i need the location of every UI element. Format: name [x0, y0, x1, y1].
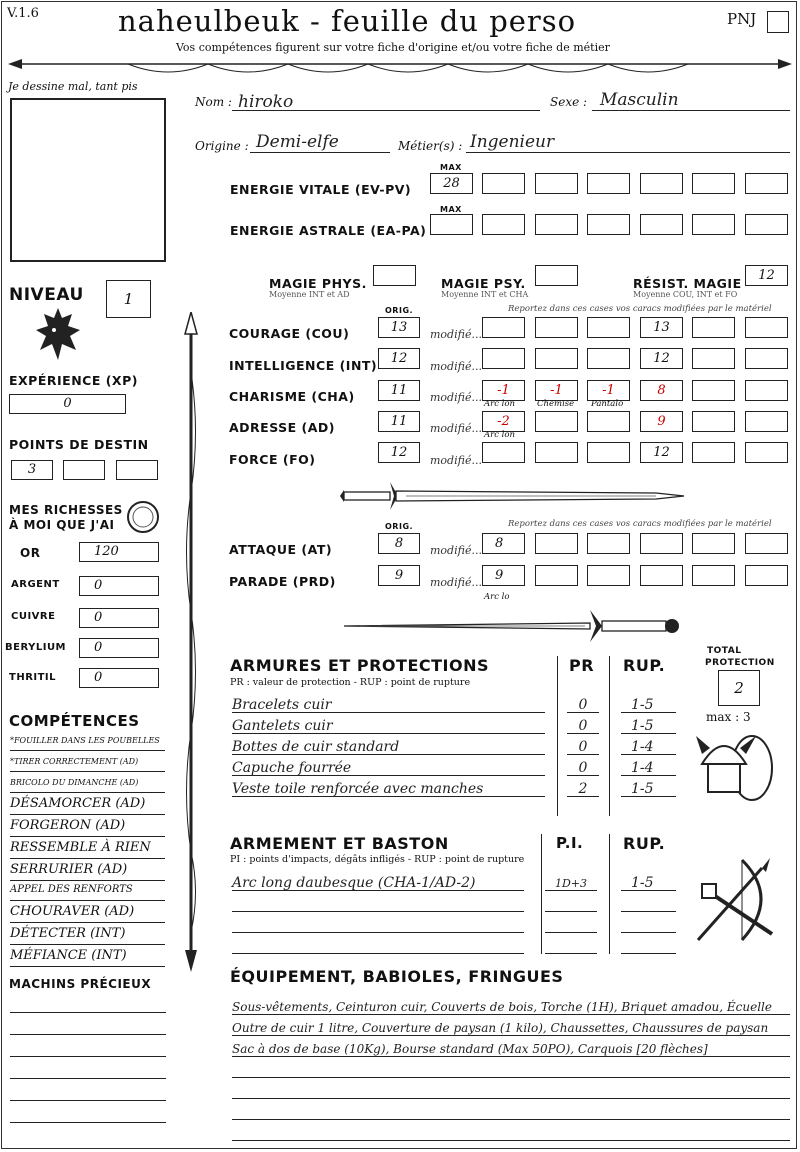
argent-label: ARGENT — [11, 579, 60, 590]
stat-label: CHARISME (CHA) — [229, 389, 355, 404]
resist-magie-note: Moyenne COU, INT et FO — [633, 290, 738, 299]
sheet-title: naheulbeuk - feuille du perso — [118, 4, 577, 38]
modif-label: modifié... — [430, 391, 482, 404]
weapon-name[interactable] — [232, 914, 524, 933]
armor-pr[interactable]: 0 — [567, 694, 599, 713]
weapon-pi[interactable] — [545, 935, 597, 954]
combat-note: Arc lo — [484, 592, 510, 602]
combat-cell[interactable] — [692, 533, 735, 554]
weapon-pi[interactable]: 1D+3 — [545, 872, 597, 891]
thritil-box[interactable]: 0 — [79, 668, 159, 688]
resist-magie-box[interactable]: 12 — [745, 265, 788, 286]
arrow-divider-icon — [8, 54, 792, 80]
stat-cell[interactable] — [745, 442, 788, 463]
total-protection-label-2: PROTECTION — [705, 658, 775, 668]
equipement-label: ÉQUIPEMENT, BABIOLES, FRINGUES — [230, 967, 564, 986]
magie-phys-box[interactable] — [373, 265, 416, 286]
sword-icon — [336, 478, 686, 514]
armor-pr[interactable]: 0 — [567, 736, 599, 755]
stat-cell[interactable] — [692, 317, 735, 338]
combat-cell[interactable] — [640, 565, 683, 586]
weapon-col-divider — [541, 834, 542, 954]
or-box[interactable]: 120 — [79, 542, 159, 562]
ev-box[interactable] — [692, 173, 735, 194]
ev-box[interactable] — [587, 173, 630, 194]
ea-box[interactable] — [535, 214, 578, 235]
berylium-label: BERYLIUM — [5, 642, 67, 653]
ea-label: ENERGIE ASTRALE (EA-PA) — [230, 223, 427, 238]
sheet-subtitle: Vos compétences figurent sur votre fiche d'origine et/ou votre fiche de métier — [176, 41, 610, 54]
weapon-rup[interactable]: 1-5 — [621, 872, 676, 891]
stat-label: INTELLIGENCE (INT) — [229, 358, 378, 373]
weapon-col-divider — [609, 834, 610, 954]
spear-icon — [180, 312, 202, 972]
skill-item: MÉFIANCE (INT) — [10, 948, 165, 967]
combat-cell[interactable] — [535, 565, 578, 586]
stat-cell[interactable] — [745, 317, 788, 338]
cuivre-box[interactable]: 0 — [79, 608, 159, 628]
weapons-icon — [692, 854, 784, 946]
weapon-note: PI : points d'impacts, dégâts infligés - RUP : point de rupture — [230, 854, 525, 865]
dragon-icon — [32, 304, 84, 364]
combat-cell[interactable] — [640, 533, 683, 554]
metier-label: Métier(s) : — [398, 139, 463, 153]
ea-box[interactable] — [587, 214, 630, 235]
stat-note: Pantalo — [591, 399, 624, 409]
combat-report-note: Reportez dans ces cases vos caracs modifiées par le matériel — [508, 519, 772, 529]
stat-cell[interactable] — [587, 442, 630, 463]
ea-box[interactable] — [692, 214, 735, 235]
ea-max-label: MAX — [440, 205, 462, 214]
armor-col-divider — [609, 656, 610, 816]
modif-label: modifié... — [430, 422, 482, 435]
skill-item: DÉTECTER (INT) — [10, 926, 165, 945]
stat-cell[interactable]: -1 — [587, 380, 630, 401]
armor-rup[interactable]: 1-5 — [621, 694, 676, 713]
stat-note: Arc lon — [484, 399, 515, 409]
armor-rup[interactable]: 1-4 — [621, 736, 676, 755]
weapon-rup[interactable] — [621, 893, 676, 912]
stat-orig-box[interactable]: 12 — [378, 442, 420, 463]
weapon-rup[interactable] — [621, 914, 676, 933]
equipment-line[interactable]: Outre de cuir 1 litre, Couverture de paysan (1 kilo), Chaussettes, Chaussures de paysan — [232, 1017, 790, 1036]
ea-box[interactable] — [745, 214, 788, 235]
combat-label: PARADE (PRD) — [229, 574, 336, 589]
precious-line[interactable] — [10, 1100, 166, 1101]
stat-cell[interactable] — [535, 411, 578, 432]
weapon-pi[interactable] — [545, 893, 597, 912]
modif-label: modifié... — [430, 360, 482, 373]
skill-item: RESSEMBLE À RIEN — [10, 840, 165, 859]
precious-line[interactable] — [10, 1078, 166, 1079]
skill-item: DÉSAMORCER (AD) — [10, 796, 165, 815]
stat-cell[interactable]: -1 — [535, 380, 578, 401]
modif-label: modifié... — [430, 328, 482, 341]
stat-label: COURAGE (COU) — [229, 326, 350, 341]
stat-cell[interactable] — [692, 442, 735, 463]
sword-icon — [340, 606, 682, 646]
ev-box[interactable] — [640, 173, 683, 194]
experience-box[interactable]: 0 — [9, 394, 126, 414]
armement-label: ARMEMENT ET BASTON — [230, 834, 449, 853]
argent-box[interactable]: 0 — [79, 576, 159, 596]
skill-item: FORGERON (AD) — [10, 818, 165, 837]
richesses-label-1: MES RICHESSES — [9, 503, 123, 517]
origine-field[interactable]: Demi-elfe — [250, 132, 390, 153]
stat-cell[interactable] — [535, 348, 578, 369]
armor-pr[interactable]: 0 — [567, 715, 599, 734]
or-label: OR — [20, 546, 41, 560]
richesses-label-2: À MOI QUE J'AI — [9, 518, 115, 532]
magie-psy-box[interactable] — [535, 265, 578, 286]
combat-label: ATTAQUE (AT) — [229, 542, 333, 557]
portrait-caption: Je dessine mal, tant pis — [8, 80, 138, 93]
armures-label: ARMURES ET PROTECTIONS — [230, 656, 489, 675]
skill-item: CHOURAVER (AD) — [10, 904, 165, 923]
weapon-name[interactable]: Arc long daubesque (CHA-1/AD-2) — [232, 872, 524, 891]
stats-report-note: Reportez dans ces cases vos caracs modifiées par le matériel — [508, 304, 772, 314]
stat-cell[interactable]: -2 — [482, 411, 525, 432]
combat-cell[interactable] — [535, 533, 578, 554]
total-protection-label-1: TOTAL — [707, 646, 742, 656]
resist-magie-label: RÉSIST. MAGIE — [633, 276, 742, 291]
magie-psy-note: Moyenne INT et CHA — [441, 290, 529, 299]
armor-name[interactable]: Gantelets cuir — [232, 715, 545, 734]
stat-orig-box[interactable]: 12 — [378, 348, 420, 369]
pnj-label: PNJ — [727, 10, 757, 28]
armor-rup[interactable]: 1-5 — [621, 715, 676, 734]
machins-precieux-label: MACHINS PRÉCIEUX — [9, 977, 152, 991]
precious-line[interactable] — [10, 1122, 166, 1123]
combat-cell[interactable] — [745, 565, 788, 586]
berylium-box[interactable]: 0 — [79, 638, 159, 658]
stat-cell[interactable]: 12 — [640, 442, 683, 463]
stat-orig-box[interactable]: 11 — [378, 411, 420, 432]
combat-cell[interactable]: 9 — [482, 565, 525, 586]
precious-line[interactable] — [10, 1034, 166, 1035]
weapon-name[interactable] — [232, 893, 524, 912]
combat-cell[interactable] — [745, 533, 788, 554]
stat-cell[interactable] — [745, 380, 788, 401]
equipment-line[interactable]: Sous-vêtements, Ceinturon cuir, Couverts de bois, Torche (1H), Briquet amadou, Écuelle — [232, 996, 790, 1015]
niveau-box[interactable]: 1 — [106, 280, 151, 318]
experience-label: EXPÉRIENCE (XP) — [9, 373, 138, 388]
skill-item: BRICOLO DU DIMANCHE (AD) — [10, 778, 165, 793]
max-protection-text: max : 3 — [706, 710, 751, 724]
modif-label: modifié... — [430, 544, 482, 557]
equipment-line[interactable] — [232, 1101, 790, 1120]
stat-cell[interactable] — [587, 348, 630, 369]
weapon-name[interactable] — [232, 935, 524, 954]
weapon-rup-label: RUP. — [623, 834, 666, 853]
weapon-rup[interactable] — [621, 935, 676, 954]
stats-orig-label: ORIG. — [385, 306, 414, 315]
stat-cell[interactable] — [535, 442, 578, 463]
weapon-pi-label: P.I. — [556, 834, 584, 852]
armor-note: PR : valeur de protection - RUP : point de rupture — [230, 677, 471, 688]
precious-line[interactable] — [10, 1056, 166, 1057]
armor-rup[interactable]: 1-4 — [621, 757, 676, 776]
stat-cell[interactable] — [482, 317, 525, 338]
stat-cell[interactable]: -1 — [482, 380, 525, 401]
skill-item: *FOUILLER DANS LES POUBELLES — [10, 736, 165, 751]
total-protection-box[interactable]: 2 — [718, 670, 760, 706]
stat-cell[interactable] — [482, 442, 525, 463]
magie-psy-label: MAGIE PSY. — [441, 276, 526, 291]
combat-cell[interactable] — [587, 565, 630, 586]
ev-box[interactable] — [745, 173, 788, 194]
armor-name[interactable]: Bracelets cuir — [232, 694, 545, 713]
equipment-line[interactable]: Sac à dos de base (10Kg), Bourse standard (Max 50PO), Carquois [20 flèches] — [232, 1038, 790, 1057]
ev-label: ENERGIE VITALE (EV-PV) — [230, 182, 412, 197]
stat-cell[interactable] — [587, 317, 630, 338]
combat-cell[interactable] — [692, 565, 735, 586]
portrait-box[interactable] — [10, 98, 166, 262]
nom-field[interactable]: hiroko — [232, 92, 540, 111]
destin-box[interactable] — [116, 460, 158, 480]
ev-box[interactable] — [535, 173, 578, 194]
stat-cell[interactable]: 13 — [640, 317, 683, 338]
stat-cell[interactable] — [535, 317, 578, 338]
stat-cell[interactable] — [745, 411, 788, 432]
niveau-label: NIVEAU — [9, 285, 84, 305]
stat-cell[interactable]: 8 — [640, 380, 683, 401]
ea-max-box[interactable] — [430, 214, 473, 235]
equipment-line[interactable] — [232, 1122, 790, 1141]
combat-cell[interactable]: 8 — [482, 533, 525, 554]
weapon-pi[interactable] — [545, 914, 597, 933]
stat-label: ADRESSE (AD) — [229, 420, 336, 435]
ev-max-box[interactable]: 28 — [430, 173, 473, 194]
armor-name[interactable]: Capuche fourrée — [232, 757, 545, 776]
stat-cell[interactable] — [745, 348, 788, 369]
magie-phys-label: MAGIE PHYS. — [269, 276, 367, 291]
stat-cell[interactable] — [692, 411, 735, 432]
precious-line[interactable] — [10, 1012, 166, 1013]
stat-cell[interactable] — [482, 348, 525, 369]
ea-box[interactable] — [640, 214, 683, 235]
combat-cell[interactable] — [587, 533, 630, 554]
armor-pr-label: PR — [569, 656, 595, 675]
sexe-label: Sexe : — [550, 95, 588, 109]
destin-box[interactable]: 3 — [11, 460, 53, 480]
stat-orig-box[interactable]: 11 — [378, 380, 420, 401]
destin-box[interactable] — [63, 460, 105, 480]
thritil-label: THRITIL — [9, 672, 57, 683]
stat-note: Chemise — [537, 399, 575, 409]
sexe-field[interactable]: Masculin — [592, 90, 790, 111]
skill-item: APPEL DES RENFORTS — [10, 884, 165, 901]
version-label: V.1.6 — [7, 6, 39, 21]
pnj-checkbox[interactable] — [767, 11, 789, 33]
armor-pr[interactable]: 2 — [567, 778, 599, 797]
stat-cell[interactable]: 9 — [640, 411, 683, 432]
magie-phys-note: Moyenne INT et AD — [269, 290, 350, 299]
equipment-line[interactable] — [232, 1080, 790, 1099]
nom-label: Nom : — [195, 95, 232, 109]
combat-orig-box[interactable]: 8 — [378, 533, 420, 554]
coin-icon — [126, 500, 160, 534]
equipment-line[interactable] — [232, 1059, 790, 1078]
helmet-shield-icon — [694, 722, 776, 810]
armor-col-divider — [557, 656, 558, 816]
stat-cell[interactable] — [692, 348, 735, 369]
modif-label: modifié... — [430, 576, 482, 589]
stat-cell[interactable] — [587, 411, 630, 432]
armor-pr[interactable]: 0 — [567, 757, 599, 776]
skill-item: SERRURIER (AD) — [10, 862, 165, 881]
stat-note: Arc lon — [484, 430, 515, 440]
competences-label: COMPÉTENCES — [9, 712, 140, 730]
ea-box[interactable] — [482, 214, 525, 235]
skill-item: *TIRER CORRECTEMENT (AD) — [10, 757, 165, 772]
cuivre-label: CUIVRE — [11, 611, 56, 622]
ev-box[interactable] — [482, 173, 525, 194]
armor-rup[interactable]: 1-5 — [621, 778, 676, 797]
destin-label: POINTS DE DESTIN — [9, 437, 149, 452]
modif-label: modifié... — [430, 454, 482, 467]
stat-cell[interactable]: 12 — [640, 348, 683, 369]
armor-rup-label: RUP. — [623, 656, 666, 675]
stat-orig-box[interactable]: 13 — [378, 317, 420, 338]
ev-max-label: MAX — [440, 163, 462, 172]
combat-orig-label: ORIG. — [385, 522, 414, 531]
metier-field[interactable]: Ingenieur — [466, 132, 790, 153]
stat-label: FORCE (FO) — [229, 452, 316, 467]
origine-label: Origine : — [195, 139, 249, 153]
stat-cell[interactable] — [692, 380, 735, 401]
combat-orig-box[interactable]: 9 — [378, 565, 420, 586]
armor-name[interactable]: Bottes de cuir standard — [232, 736, 545, 755]
armor-name[interactable]: Veste toile renforcée avec manches — [232, 778, 545, 797]
